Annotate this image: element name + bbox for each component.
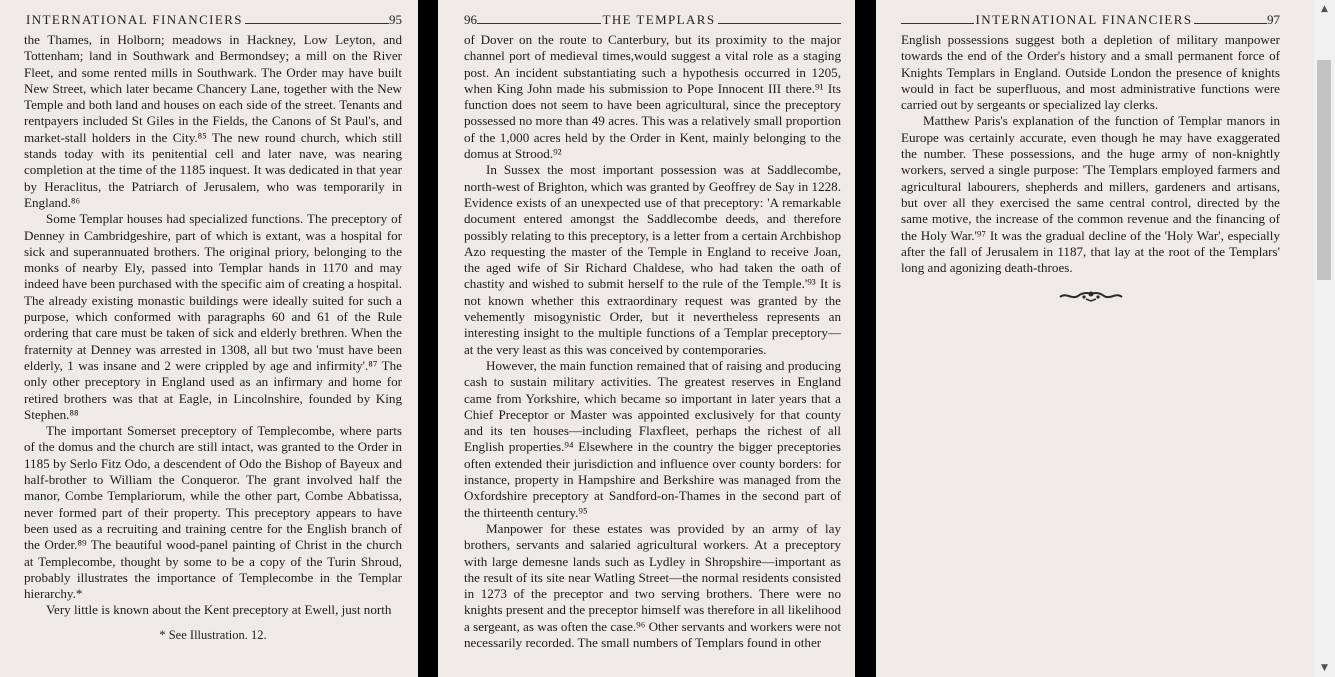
paragraph: English possessions suggest both a depletion of military manpower towards the end of the Order's history and a small permanent force of Knights Templars in England. Outside London the presence of knights would in fact be superfluous, and most administrative functions were carried out by sergeants or specialized lay clerks.	[901, 32, 1280, 113]
running-head-rule	[245, 23, 389, 24]
page-number: 95	[389, 12, 402, 27]
running-head	[901, 4, 1280, 28]
page-97	[876, 0, 1314, 677]
scroll-up-icon[interactable]: ▲	[1321, 4, 1328, 14]
running-head-title: THE TEMPLARS	[602, 12, 716, 27]
scrollbar-thumb[interactable]	[1317, 60, 1331, 280]
page-body	[464, 32, 841, 651]
paragraph: Manpower for these estates was provided by an army of lay brothers, servants and salaried agricultural workers. At a preceptory with large demesne lands such as Lydley in Shropshire—important as the result of its site near Watling Street—the normal residents consisted in 1273 of the preceptor and two serving brothers. There were no knights present and the preceptor himself was therefore in all likelihood a sergeant, as was often the case.⁹⁶ Other servants and workers were not necessarily recorded. The small numbers of Templars found in other	[464, 520, 841, 650]
running-head-title: INTERNATIONAL FINANCIERS	[26, 12, 243, 27]
running-head	[464, 4, 841, 28]
page-number: 97	[1267, 12, 1281, 27]
page-96	[438, 0, 855, 677]
paragraph: The important Somerset preceptory of Templecombe, where parts of the domus and the church are still intact, was granted to the Order in 1185 by Serlo Fitz Odo, a descendent of Odo the Bishop of Bayeux and half-brother to William the Conqueror. The grant involved half the manor, Combe Templariorum, while the other part, Combe Abbatissa, never formed part of their property. This preceptory appears to have been used as a recruiting and training centre for the English branch of the Order.⁸⁹ The beautiful wood-panel painting of Christ in the church at Templecombe, thought by some to be a copy of the Turin Shroud, probably illustrates the importance of Templecombe in the Templar hierarchy.*	[24, 423, 402, 602]
paragraph: In Sussex the most important possession was at Saddlecombe, north-west of Brighton, which was granted by Geoffrey de Say in 1228. Evidence exists of an unexpected use of that preceptory: 'A remarkable document entered amongst the Saddlecombe deeds, and therefore possibly relating to this preceptory, is a letter from a certain Archbishop Azo requesting the master of the Temple in England to receive Joan, the aged wife of Sir Richard Chaldese, who had taken the oath of chastity and wished to submit herself to the rule of the Temple.'⁹³ It is not known whether this extraordinary request was granted by the vehemently misogynistic Order, but it nevertheless represents an interesting insight to the multiple functions of a Templar preceptory—at the very least as this was conceived by contemporaries.	[464, 162, 841, 357]
ornament-icon	[1056, 288, 1126, 304]
vertical-scrollbar[interactable]	[1314, 0, 1335, 677]
paragraph: Matthew Paris's explanation of the function of Templar manors in Europe was certainly accurate, even though he may have exaggerated the number. These possessions, and the huge army of non-knightly workers, served a single purpose: 'The Templars employed farmers and agricultural labourers, shepherds and millers, gardeners and artisans, but over all they exercised the same central control, directed by the same motive, the increase of the common revenue and the financing of the Holy War.'⁹⁷ It was the gradual decline of the 'Holy War', especially after the fall of Jerusalem in 1187, that lay at the root of the Templars' long and agonizing death-throes.	[901, 113, 1280, 276]
paragraph: the Thames, in Holborn; meadows in Hackney, Low Leyton, and Tottenham; land in Southwark and Bermondsey; a mill on the River Fleet, and some rented mills in Southwark. The Order may have built New Street, which later became Chancery Lane, together with the New Temple and both land and houses on each side of the street. Tenants and rentpayers included St Giles in the Fields, the Canons of St Paul's, and market-stall holders in the City.⁸⁵ The new round church, which still stands today with its penitential cell and later nave, was nearing completion at the time of the 1185 inquest. It was dedicated in that year by Heraclitus, the Patriarch of Jerusalem, who was temporarily in England.⁸⁶	[24, 32, 402, 210]
page-body	[901, 32, 1280, 276]
running-head-rule	[1194, 23, 1267, 24]
running-head	[24, 4, 402, 28]
scroll-down-icon[interactable]: ▼	[1321, 663, 1328, 673]
page-number: 96	[464, 12, 477, 27]
footnote: * See Illustration. 12.	[159, 628, 267, 642]
running-head-title: INTERNATIONAL FINANCIERS	[975, 12, 1193, 27]
page-95	[0, 0, 418, 677]
paragraph: Some Templar houses had specialized functions. The preceptory of Denney in Cambridgeshire, part of which is extant, was a hospital for sick and superannuated brothers. The original priory, belonging to the monks of nearby Ely, passed into Templar hands in 1170 and may indeed have been purchased with the specific aim of creating a hospital. The already existing monastic buildings were ideally suited for such a purpose, which conformed with paragraphs 60 and 61 of the Rule ordering that care must be taken of sick and elderly brethren. When the fraternity at Denney was arrested in 1308, all but two 'must have been elderly, 1 was insane and 2 were crippled by age and infirmity'.⁸⁷ The only other preceptory in England used as an infirmary and home for retired brothers was that at Eagle, in Lincolnshire, founded by King Stephen.⁸⁸	[24, 211, 402, 422]
paragraph: However, the main function remained that of raising and producing cash to sustain military activities. The greatest reserves in England came from Yorkshire, which became so important in later years that a Chief Preceptor or Master was appointed exclusively for that county and its ten houses—including Flaxfleet, perhaps the richest of all English properties.⁹⁴ Elsewhere in the country the bigger preceptories often extended their jurisdiction and influence over county borders: for instance, property in Hampshire and Berkshire was managed from the Oxfordshire preceptory at Sandford-on-Thames in the second part of the thirteenth century.⁹⁵	[464, 357, 841, 520]
running-head-rule	[718, 23, 842, 24]
paragraph: of Dover on the route to Canterbury, but its proximity to the major channel port of medieval times,would suggest a vital role as a staging post. An incident substantiating such a hypothesis occurred in 1205, when King John made his submission to Pope Innocent III there.⁹¹ Its function does not seem to have been agricultural, since the preceptory possessed no more than 49 acres. This was a relatively small proportion of the 1,000 acres held by the Order in Kent, mainly belonging to the domus at Strood.⁹²	[464, 32, 841, 162]
running-head-rule	[477, 23, 601, 24]
paragraph: Very little is known about the Kent preceptory at Ewell, just north	[46, 602, 392, 618]
page-body	[24, 32, 402, 619]
running-head-rule	[901, 23, 974, 24]
